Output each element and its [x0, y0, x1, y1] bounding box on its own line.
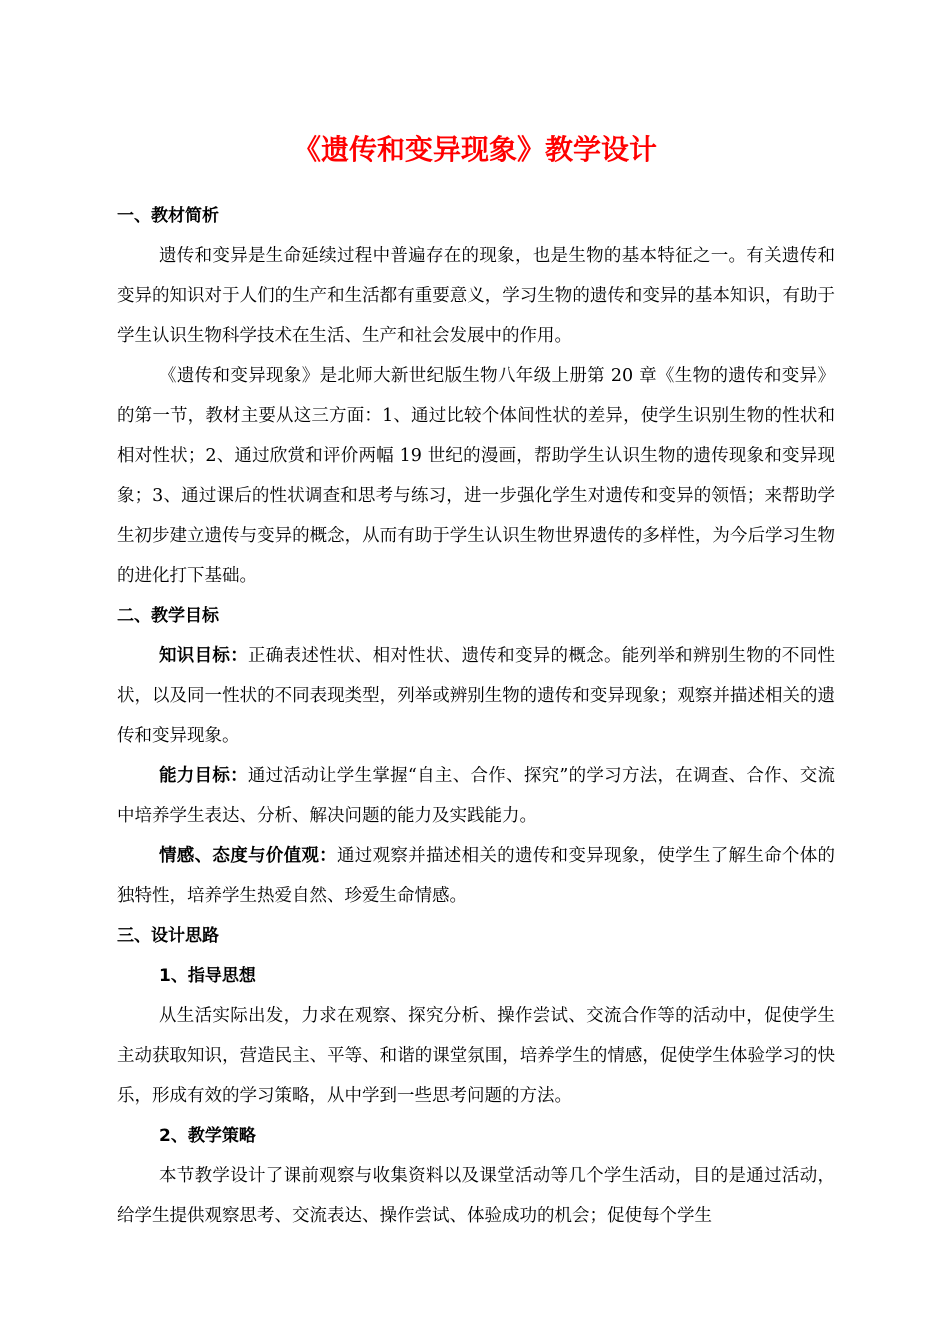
- section-heading-design: 三、设计思路: [117, 926, 219, 946]
- guiding-idea-paragraph: 从生活实际出发，力求在观察、探究分析、操作尝试、交流合作等的活动中，促使学生主动获取知识，营造民主、平等、和谐的课堂氛围，培养学生的情感，促使学生体验学习的快乐，形成有效的学习策略，从中学到一些思考问题的方法。: [117, 1006, 835, 1106]
- ability-objective: [117, 756, 835, 836]
- emotion-objective-text: 通过观察并描述相关的遗传和变异现象，使学生了解生命个体的独特性，培养学生热爱自然、珍爱生命情感。: [117, 846, 836, 906]
- subheading-guiding-idea: 1、指导思想: [159, 966, 256, 986]
- emotion-objective: [117, 836, 835, 916]
- teaching-strategy-paragraph: 本节教学设计了课前观察与收集资料以及课堂活动等几个学生活动，目的是通过活动，给学生提供观察思考、交流表达、操作尝试、体验成功的机会；促使每个学生: [117, 1166, 835, 1226]
- ability-objective-label: 能力目标：: [159, 766, 248, 786]
- knowledge-objective: [117, 636, 835, 756]
- subheading-teaching-strategy: 2、教学策略: [159, 1126, 256, 1146]
- knowledge-objective-label: 知识目标：: [159, 646, 248, 666]
- document-title: 《遗传和变异现象》教学设计: [292, 133, 657, 166]
- section-heading-objectives: 二、教学目标: [117, 606, 219, 626]
- document-body: [117, 196, 835, 1236]
- ability-objective-text: 通过活动让学生掌握“自主、合作、探究”的学习方法，在调查、合作、交流中培养学生表达、分析、解决问题的能力及实践能力。: [117, 766, 836, 826]
- analysis-paragraph-1: 遗传和变异是生命延续过程中普遍存在的现象，也是生物的基本特征之一。有关遗传和变异的知识对于人们的生产和生活都有重要意义，学习生物的遗传和变异的基本知识，有助于学生认识生物科学技术在生活、生产和社会发展中的作用。: [117, 246, 835, 346]
- analysis-paragraph-2: 《遗传和变异现象》是北师大新世纪版生物八年级上册第 20 章《生物的遗传和变异》的第一节，教材主要从这三方面：1、通过比较个体间性状的差异，使学生识别生物的性状和相对性状；2、通过欣赏和评价两幅 19 世纪的漫画，帮助学生认识生物的遗传现象和变异现象；3、通过课后的性状调查和思考与练习，进一步强化学生对遗传和变异的领悟；来帮助学生初步建立遗传与变异的概念，从而有助于学生认识生物世界遗传的多样性，为今后学习生物的进化打下基础。: [117, 366, 835, 586]
- section-heading-analysis: 一、教材简析: [117, 206, 219, 226]
- knowledge-objective-text: 正确表述性状、相对性状、遗传和变异的概念。能列举和辨别生物的不同性状，以及同一性状的不同表现类型，列举或辨别生物的遗传和变异现象；观察并描述相关的遗传和变异现象。: [117, 646, 836, 746]
- emotion-objective-label: 情感、态度与价值观：: [159, 846, 337, 866]
